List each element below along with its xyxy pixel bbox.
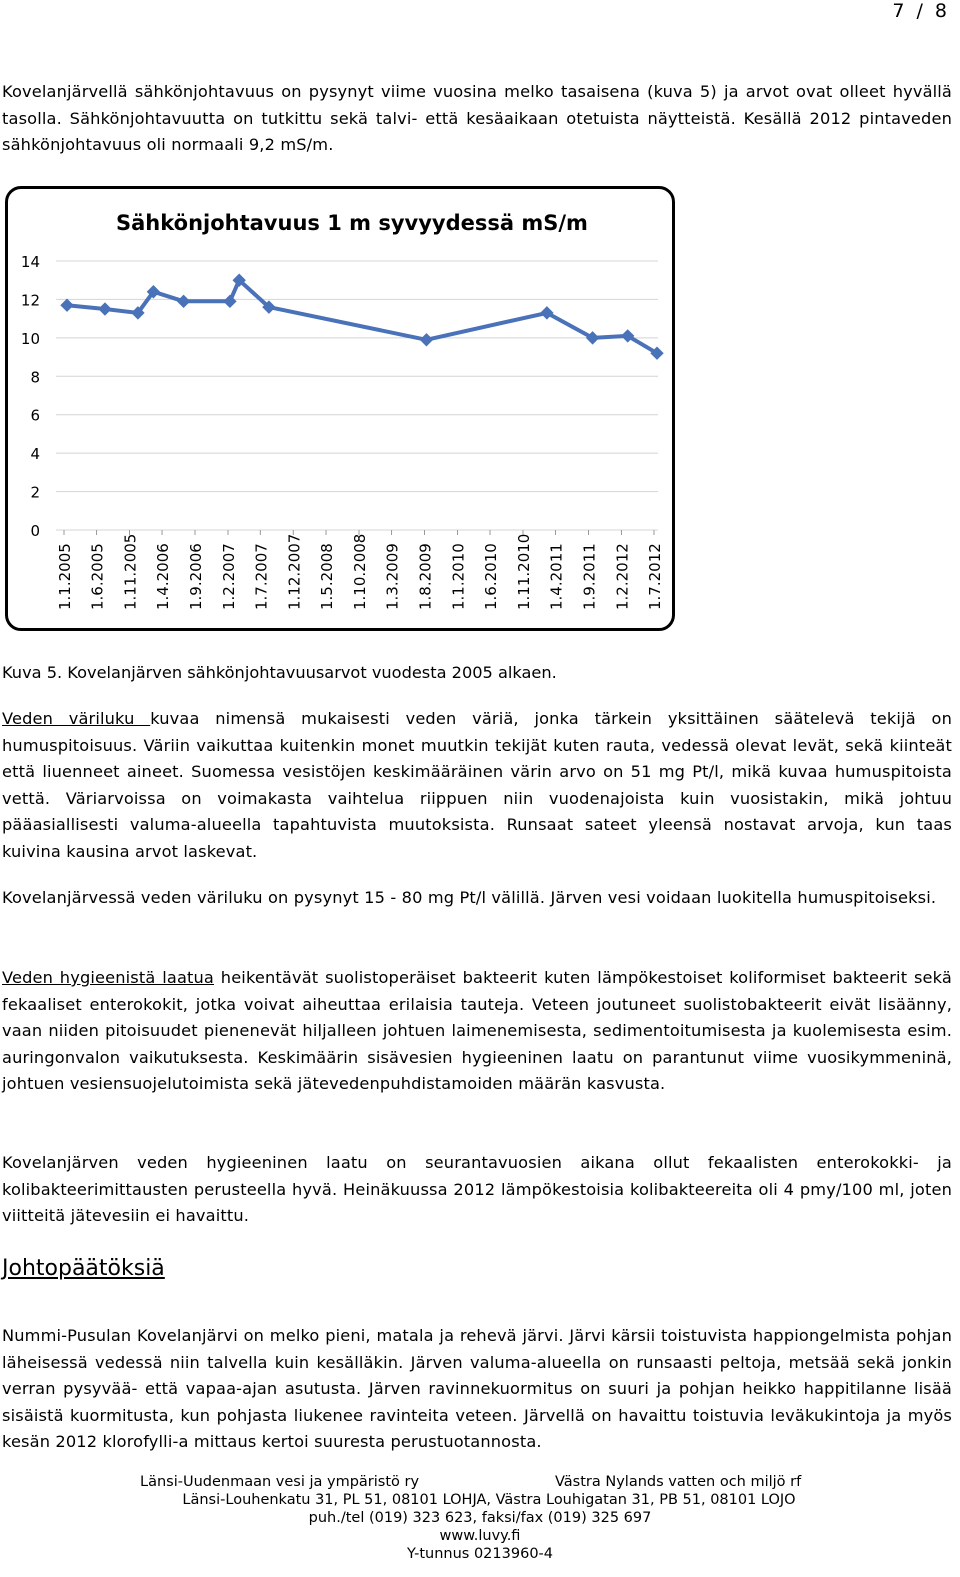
intro-paragraph: Kovelanjärvellä sähkönjohtavuus on pysynyt viime vuosina melko tasaisena (kuva 5) ja arvot ovat olleet hyvällä tasolla. Sähkönjohtavuutta on tutkittu sekä talvi- että kesäaikaan otetuista näytteistä. Kesällä 2012 pintaveden sähkönjohtavuus oli normaali 9,2 mS/m. [2,82,952,155]
x-tick-label: 1.6.2010 [482,543,501,610]
data-point [420,334,432,346]
footer [0,1470,960,1577]
x-tick-label: 1.1.2005 [56,543,74,610]
color-term: Veden väriluku [2,709,151,728]
x-tick-label: 1.2.2012 [613,543,632,610]
x-tick-label: 1.6.2005 [88,543,107,610]
x-tick-label: 1.4.2006 [154,543,173,610]
data-point [178,295,190,307]
y-tick-label: 2 [30,483,40,502]
chart-frame [5,186,675,631]
y-tick-label: 12 [20,291,40,310]
x-tick-label: 1.4.2011 [547,543,566,610]
y-tick-label: 4 [30,445,40,464]
hygiene-term: Veden hygieenistä laatua [2,968,214,987]
x-tick-label: 1.11.2005 [121,533,140,610]
x-tick-label: 1.7.2012 [646,543,664,610]
footer-phone: puh./tel (019) 323 623, faksi/fax (019) 325 697 [308,1510,652,1526]
x-tick-label: 1.7.2007 [252,543,271,610]
data-point [61,299,73,311]
data-point [224,295,236,307]
color-paragraph [2,706,952,866]
footer-address: Länsi-Louhenkatu 31, PL 51, 08101 LOHJA, Västra Louhigatan 31, PB 51, 08101 LOJO [182,1492,796,1508]
x-tick-label: 1.9.2006 [187,543,206,610]
y-tick-label: 8 [30,368,40,387]
conductivity-chart [8,189,678,634]
page-number: 7 / 8 [892,0,950,22]
hygiene-results-paragraph: Kovelanjärven veden hygieeninen laatu on seurantavuosien aikana ollut fekaalisten enterokokki- ja kolibakteerimittausten perusteella hyvä. Heinäkuussa 2012 lämpökestoisia kolibakteereita oli 4 pmy/100 ml, joten viitteitä jätevesiin ei havaittu. [2,1153,952,1226]
x-tick-label: 1.11.2010 [514,533,533,610]
conclusions-heading: Johtopäätöksiä [2,1256,165,1281]
y-tick-label: 6 [30,406,40,425]
x-tick-label: 1.9.2011 [580,543,599,610]
hygiene-paragraph [2,965,952,1098]
conclusions-paragraph: Nummi-Pusulan Kovelanjärvi on melko pieni, matala ja rehevä järvi. Järvi kärsii toistuvista happiongelmista pohjan läheisessä vedessä niin talvella kuin kesälläkin. Järven valuma-alueella on runsaasti peltoja, metsää sekä jonkin verran pysyvää- että vapaa-ajan asutusta. Järven ravinnekuormitus on suuri ja pohjan heikko happitilanne lisää sisäistä kuormitusta, kun pohjasta liukenee ravinteita veteen. Järvellä on havaittu toistuvia leväkukintoja ja myös kesän 2012 klorofylli-a mittaus kertoi suuresta perustuotannosta. [2,1326,952,1452]
x-tick-label: 1.1.2010 [449,543,468,610]
y-tick-label: 10 [20,329,40,348]
x-tick-label: 1.2.2007 [219,543,238,610]
x-tick-label: 1.10.2008 [351,533,369,610]
chart-title: Sähkönjohtavuus 1 m syvyydessä mS/m [116,211,588,235]
color-range-paragraph: Kovelanjärvessä veden väriluku on pysynyt 15 - 80 mg Pt/l välillä. Järven vesi voidaan luokitella humuspitoiseksi. [2,888,937,907]
footer-org-fi: Länsi-Uudenmaan vesi ja ympäristö ry [140,1474,420,1490]
footer-ytunnus: Y-tunnus 0213960-4 [406,1546,553,1562]
footer-web: www.luvy.fi [439,1528,521,1544]
figure-caption: Kuva 5. Kovelanjärven sähkönjohtavuusarvot vuodesta 2005 alkaen. [2,663,557,682]
x-tick-label: 1.8.2009 [416,543,435,610]
y-tick-label: 0 [30,522,40,540]
x-tick-label: 1.5.2008 [318,543,337,610]
hygiene-text: heikentävät suolistoperäiset bakteerit kuten lämpökestoiset koliformiset bakteerit sekä fekaaliset enterokokit, jotka voivat aiheuttaa erilaisia tauteja. Veteen joutuneet suolistobakteerit eivät lisäänny, vaan niiden pitoisuudet pienenevät hiljalleen johtuen laimenemisesta, sedimentoitumisesta ja kuolemisesta esim. auringonvalon vaikutuksesta. Keskimäärin sisävesien hygieeninen laatu on parantunut viime vuosikymmeninä, johtuen vesiensuojelutoimista sekä jätevedenpuhdistamoiden määrän kasvusta. [2,968,952,1094]
x-tick-label: 1.3.2009 [383,543,402,610]
y-tick-label: 14 [20,253,40,271]
x-tick-label: 1.12.2007 [285,533,304,610]
data-point [99,303,111,315]
footer-org-sv: Västra Nylands vatten och miljö rf [555,1474,802,1490]
color-text: kuvaa nimensä mukaisesti veden väriä, jonka tärkein yksittäinen säätelevä tekijä on humuspitoisuus. Väriin vaikuttaa kuitenkin monet muutkin tekijät kuten rauta, vedessä olevat levät, sekä kiinteät että liuenneet aineet. Suomessa vesistöjen keskimääräinen värin arvo on 51 mg Pt/l, mikä kuvaa humuspitoista vettä. Väriarvoissa on voimakasta vaihtelua riippuen niin vuodenajoista kuin vuosistakin, mikä johtuu pääasiallisesti valuma-alueella tapahtuvista muutoksista. Runsaat sateet yleensä nostavat arvoja, kun taas kuivina kausina arvot laskevat. [2,709,952,861]
